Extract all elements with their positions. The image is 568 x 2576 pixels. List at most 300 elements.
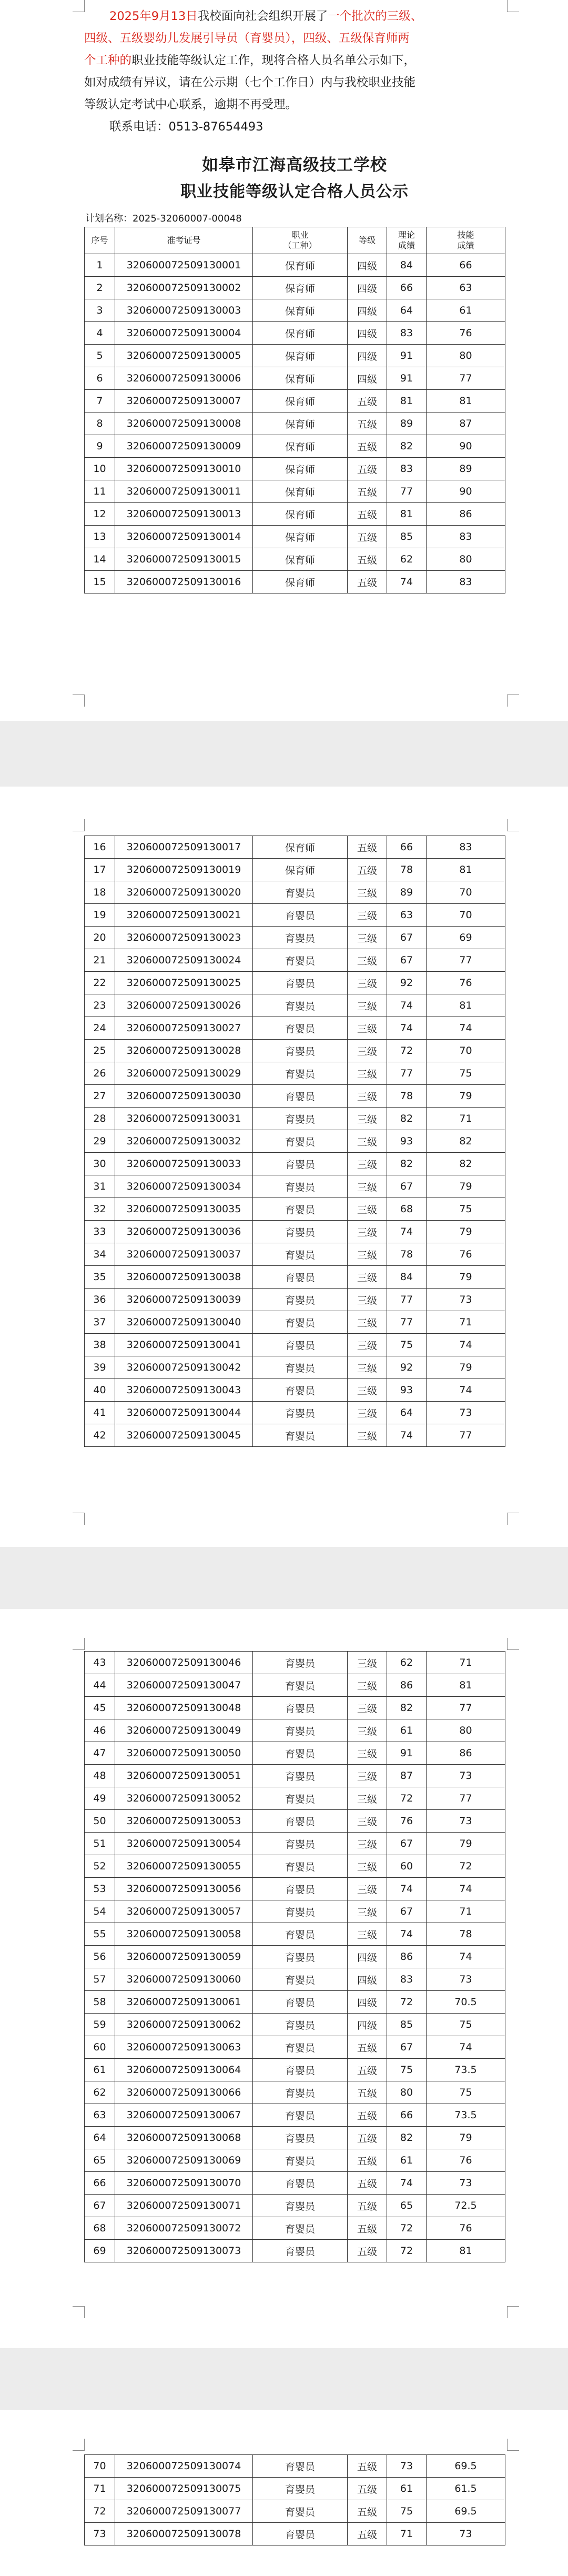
cell-job: 育婴员	[253, 2455, 348, 2478]
cell-seq: 32	[85, 1198, 115, 1221]
table-row	[85, 836, 505, 859]
cell-level: 三级	[348, 1175, 387, 1198]
cell-seq: 44	[85, 1674, 115, 1697]
cell-job: 育婴员	[253, 1742, 348, 1765]
page-3	[0, 1609, 568, 2348]
table-row	[85, 2036, 505, 2059]
table-row	[85, 2059, 505, 2081]
cell-theory-score: 78	[387, 1243, 427, 1266]
cell-exam-no: 320600072509130073	[115, 2240, 253, 2262]
cell-level: 五级	[348, 2455, 387, 2478]
table-row	[85, 1062, 505, 1085]
cell-job: 保育师	[253, 458, 348, 480]
cell-job: 育婴员	[253, 1923, 348, 1946]
cell-level: 三级	[348, 1855, 387, 1878]
cell-job: 育婴员	[253, 1991, 348, 2014]
cell-theory-score: 72	[387, 1787, 427, 1810]
cell-job: 育婴员	[253, 1311, 348, 1334]
cell-theory-score: 85	[387, 2014, 427, 2036]
cell-exam-no: 320600072509130002	[115, 277, 253, 299]
cell-skill-score: 75	[427, 2014, 505, 2036]
table-row	[85, 1923, 505, 1946]
cell-skill-score: 81	[427, 859, 505, 881]
cell-theory-score: 72	[387, 2217, 427, 2240]
table-row	[85, 1991, 505, 2014]
cell-exam-no: 320600072509130054	[115, 1833, 253, 1855]
cell-exam-no: 320600072509130036	[115, 1221, 253, 1243]
cell-theory-score: 78	[387, 859, 427, 881]
crop-mark	[507, 819, 519, 831]
cell-theory-score: 92	[387, 1356, 427, 1379]
cell-seq: 23	[85, 994, 115, 1017]
cell-exam-no: 320600072509130010	[115, 458, 253, 480]
page-4	[0, 2410, 568, 2576]
crop-mark	[507, 2306, 519, 2318]
cell-seq: 30	[85, 1153, 115, 1175]
cell-seq: 37	[85, 1311, 115, 1334]
cell-exam-no: 320600072509130068	[115, 2127, 253, 2149]
cell-exam-no: 320600072509130004	[115, 322, 253, 345]
cell-theory-score: 89	[387, 881, 427, 904]
cell-seq: 11	[85, 480, 115, 503]
contact-phone: 联系电话：0513-87654493	[109, 120, 263, 134]
cell-job: 育婴员	[253, 1289, 348, 1311]
cell-theory-score: 75	[387, 2500, 427, 2523]
cell-level: 五级	[348, 548, 387, 571]
cell-seq: 51	[85, 1833, 115, 1855]
cell-level: 三级	[348, 1221, 387, 1243]
table-row	[85, 1810, 505, 1833]
table-row	[85, 1175, 505, 1198]
cell-seq: 31	[85, 1175, 115, 1198]
table-row	[85, 1697, 505, 1719]
table-row	[85, 1652, 505, 1674]
cell-seq: 63	[85, 2104, 115, 2127]
cell-exam-no: 320600072509130048	[115, 1697, 253, 1719]
cell-theory-score: 66	[387, 277, 427, 299]
cell-job: 育婴员	[253, 1153, 348, 1175]
cell-theory-score: 80	[387, 2081, 427, 2104]
cell-level: 五级	[348, 390, 387, 412]
cell-seq: 59	[85, 2014, 115, 2036]
cell-level: 四级	[348, 1946, 387, 1968]
cell-seq: 45	[85, 1697, 115, 1719]
cell-exam-no: 320600072509130003	[115, 299, 253, 322]
cell-seq: 4	[85, 322, 115, 345]
cell-seq: 21	[85, 949, 115, 972]
cell-skill-score: 81	[427, 994, 505, 1017]
cell-exam-no: 320600072509130034	[115, 1175, 253, 1198]
cell-seq: 73	[85, 2523, 115, 2545]
table-row	[85, 1266, 505, 1289]
cell-theory-score: 89	[387, 412, 427, 435]
crop-mark	[73, 0, 85, 12]
cell-skill-score: 90	[427, 435, 505, 458]
cell-theory-score: 67	[387, 927, 427, 949]
table-row	[85, 994, 505, 1017]
cell-job: 育婴员	[253, 1221, 348, 1243]
cell-theory-score: 67	[387, 2036, 427, 2059]
col-skill: 技能 成绩	[427, 227, 505, 254]
cell-level: 三级	[348, 1379, 387, 1402]
cell-seq: 61	[85, 2059, 115, 2081]
table-row	[85, 2149, 505, 2172]
cell-level: 四级	[348, 345, 387, 367]
cell-level: 五级	[348, 435, 387, 458]
cell-seq: 50	[85, 1810, 115, 1833]
cell-seq: 14	[85, 548, 115, 571]
table-row	[85, 1765, 505, 1787]
cell-skill-score: 76	[427, 1243, 505, 1266]
cell-seq: 28	[85, 1108, 115, 1130]
table-row	[85, 1878, 505, 1900]
table-row	[85, 345, 505, 367]
cell-job: 育婴员	[253, 1334, 348, 1356]
cell-skill-score: 70	[427, 881, 505, 904]
cell-job: 育婴员	[253, 1833, 348, 1855]
cell-exam-no: 320600072509130005	[115, 345, 253, 367]
table-row	[85, 927, 505, 949]
cell-job: 保育师	[253, 390, 348, 412]
cell-skill-score: 69.5	[427, 2455, 505, 2478]
table-row	[85, 1356, 505, 1379]
cell-seq: 27	[85, 1085, 115, 1108]
cell-job: 育婴员	[253, 2478, 348, 2500]
cell-skill-score: 76	[427, 2217, 505, 2240]
cell-level: 五级	[348, 859, 387, 881]
cell-exam-no: 320600072509130021	[115, 904, 253, 927]
cell-level: 五级	[348, 2059, 387, 2081]
cell-job: 育婴员	[253, 1017, 348, 1040]
cell-exam-no: 320600072509130059	[115, 1946, 253, 1968]
cell-exam-no: 320600072509130032	[115, 1130, 253, 1153]
cell-skill-score: 76	[427, 972, 505, 994]
table-row	[85, 1424, 505, 1447]
table-row	[85, 2081, 505, 2104]
cell-seq: 65	[85, 2149, 115, 2172]
cell-seq: 57	[85, 1968, 115, 1991]
table-row	[85, 881, 505, 904]
cell-exam-no: 320600072509130020	[115, 881, 253, 904]
cell-skill-score: 63	[427, 277, 505, 299]
cell-skill-score: 74	[427, 1878, 505, 1900]
cell-skill-score: 77	[427, 1787, 505, 1810]
table-row	[85, 322, 505, 345]
notice-date: 2025年9月13日	[109, 9, 198, 23]
cell-seq: 22	[85, 972, 115, 994]
cell-theory-score: 82	[387, 1697, 427, 1719]
col-theory: 理论 成绩	[387, 227, 427, 254]
cell-level: 四级	[348, 367, 387, 390]
cell-skill-score: 81	[427, 1674, 505, 1697]
table-row	[85, 1085, 505, 1108]
cell-job: 保育师	[253, 277, 348, 299]
table-row	[85, 949, 505, 972]
page-1	[0, 0, 568, 721]
cell-job: 保育师	[253, 859, 348, 881]
table-row	[85, 480, 505, 503]
cell-theory-score: 93	[387, 1130, 427, 1153]
cell-seq: 13	[85, 526, 115, 548]
cell-skill-score: 74	[427, 2036, 505, 2059]
cell-level: 五级	[348, 458, 387, 480]
cell-seq: 5	[85, 345, 115, 367]
cell-theory-score: 61	[387, 2478, 427, 2500]
cell-seq: 17	[85, 859, 115, 881]
cell-skill-score: 71	[427, 1652, 505, 1674]
cell-job: 育婴员	[253, 2036, 348, 2059]
cell-skill-score: 75	[427, 1198, 505, 1221]
cell-exam-no: 320600072509130026	[115, 994, 253, 1017]
cell-level: 三级	[348, 927, 387, 949]
cell-job: 育婴员	[253, 1674, 348, 1697]
cell-job: 育婴员	[253, 1946, 348, 1968]
cell-seq: 41	[85, 1402, 115, 1424]
cell-exam-no: 320600072509130058	[115, 1923, 253, 1946]
cell-seq: 1	[85, 254, 115, 277]
crop-mark	[73, 1638, 85, 1650]
cell-skill-score: 83	[427, 571, 505, 593]
cell-level: 四级	[348, 322, 387, 345]
cell-level: 三级	[348, 1017, 387, 1040]
cell-seq: 49	[85, 1787, 115, 1810]
cell-job: 育婴员	[253, 1356, 348, 1379]
cell-job: 保育师	[253, 571, 348, 593]
cell-exam-no: 320600072509130008	[115, 412, 253, 435]
cell-theory-score: 81	[387, 503, 427, 526]
cell-theory-score: 77	[387, 1289, 427, 1311]
cell-skill-score: 80	[427, 345, 505, 367]
cell-skill-score: 79	[427, 1221, 505, 1243]
cell-exam-no: 320600072509130039	[115, 1289, 253, 1311]
cell-theory-score: 67	[387, 949, 427, 972]
table-row	[85, 277, 505, 299]
cell-job: 育婴员	[253, 881, 348, 904]
cell-seq: 55	[85, 1923, 115, 1946]
cell-skill-score: 71	[427, 1311, 505, 1334]
cell-skill-score: 83	[427, 526, 505, 548]
cell-job: 育婴员	[253, 1968, 348, 1991]
cell-exam-no: 320600072509130037	[115, 1243, 253, 1266]
cell-level: 四级	[348, 2014, 387, 2036]
cell-theory-score: 84	[387, 254, 427, 277]
cell-theory-score: 64	[387, 1402, 427, 1424]
cell-exam-no: 320600072509130042	[115, 1356, 253, 1379]
cell-job: 保育师	[253, 435, 348, 458]
cell-theory-score: 74	[387, 1878, 427, 1900]
table-row	[85, 412, 505, 435]
cell-skill-score: 74	[427, 1017, 505, 1040]
cell-theory-score: 62	[387, 1652, 427, 1674]
cell-seq: 62	[85, 2081, 115, 2104]
crop-mark	[507, 695, 519, 707]
cell-theory-score: 82	[387, 435, 427, 458]
cell-seq: 2	[85, 277, 115, 299]
cell-exam-no: 320600072509130043	[115, 1379, 253, 1402]
cell-job: 育婴员	[253, 1402, 348, 1424]
cell-level: 三级	[348, 1108, 387, 1130]
cell-theory-score: 72	[387, 1991, 427, 2014]
cell-level: 三级	[348, 1652, 387, 1674]
cell-job: 育婴员	[253, 927, 348, 949]
cell-theory-score: 66	[387, 2104, 427, 2127]
cell-seq: 58	[85, 1991, 115, 2014]
crop-mark	[507, 1513, 519, 1525]
cell-level: 五级	[348, 526, 387, 548]
cell-seq: 25	[85, 1040, 115, 1062]
notice-text: 职业技能等级认定工作，现将合格人员名单公示如下，	[131, 54, 416, 67]
cell-theory-score: 75	[387, 2059, 427, 2081]
cell-theory-score: 74	[387, 571, 427, 593]
cell-seq: 64	[85, 2127, 115, 2149]
cell-job: 育婴员	[253, 1652, 348, 1674]
cell-skill-score: 77	[427, 1697, 505, 1719]
cell-theory-score: 72	[387, 2240, 427, 2262]
cell-skill-score: 70	[427, 1040, 505, 1062]
cell-job: 保育师	[253, 322, 348, 345]
cell-seq: 15	[85, 571, 115, 593]
cell-level: 三级	[348, 1810, 387, 1833]
cell-level: 三级	[348, 1198, 387, 1221]
cell-job: 育婴员	[253, 1108, 348, 1130]
cell-theory-score: 83	[387, 458, 427, 480]
cell-exam-no: 320600072509130001	[115, 254, 253, 277]
cell-skill-score: 78	[427, 1923, 505, 1946]
cell-exam-no: 320600072509130071	[115, 2195, 253, 2217]
cell-theory-score: 76	[387, 1810, 427, 1833]
cell-exam-no: 320600072509130011	[115, 480, 253, 503]
cell-job: 育婴员	[253, 1175, 348, 1198]
result-table	[84, 1651, 505, 2262]
cell-exam-no: 320600072509130051	[115, 1765, 253, 1787]
cell-skill-score: 73	[427, 2172, 505, 2195]
cell-skill-score: 87	[427, 412, 505, 435]
cell-level: 五级	[348, 2081, 387, 2104]
cell-exam-no: 320600072509130070	[115, 2172, 253, 2195]
cell-skill-score: 81	[427, 2240, 505, 2262]
cell-skill-score: 71	[427, 1108, 505, 1130]
cell-theory-score: 81	[387, 390, 427, 412]
cell-theory-score: 77	[387, 1062, 427, 1085]
table-row	[85, 904, 505, 927]
cell-skill-score: 73	[427, 1289, 505, 1311]
cell-exam-no: 320600072509130050	[115, 1742, 253, 1765]
table-row	[85, 503, 505, 526]
cell-job: 育婴员	[253, 949, 348, 972]
cell-theory-score: 82	[387, 2127, 427, 2149]
cell-level: 五级	[348, 2240, 387, 2262]
notice-paragraph	[84, 5, 505, 138]
cell-exam-no: 320600072509130019	[115, 859, 253, 881]
cell-seq: 16	[85, 836, 115, 859]
cell-job: 育婴员	[253, 1130, 348, 1153]
cell-job: 育婴员	[253, 1719, 348, 1742]
cell-exam-no: 320600072509130031	[115, 1108, 253, 1130]
cell-skill-score: 73	[427, 2523, 505, 2545]
cell-skill-score: 73	[427, 1765, 505, 1787]
crop-mark	[73, 695, 85, 707]
cell-theory-score: 91	[387, 367, 427, 390]
cell-exam-no: 320600072509130063	[115, 2036, 253, 2059]
cell-seq: 24	[85, 1017, 115, 1040]
table-row	[85, 2127, 505, 2149]
cell-job: 育婴员	[253, 1697, 348, 1719]
table-row	[85, 2195, 505, 2217]
cell-exam-no: 320600072509130074	[115, 2455, 253, 2478]
cell-job: 育婴员	[253, 1787, 348, 1810]
cell-seq: 42	[85, 1424, 115, 1447]
table-row	[85, 1243, 505, 1266]
cell-exam-no: 320600072509130014	[115, 526, 253, 548]
cell-level: 四级	[348, 277, 387, 299]
cell-skill-score: 86	[427, 1742, 505, 1765]
cell-skill-score: 74	[427, 1946, 505, 1968]
cell-skill-score: 69	[427, 927, 505, 949]
cell-level: 五级	[348, 2172, 387, 2195]
cell-theory-score: 68	[387, 1198, 427, 1221]
cell-theory-score: 63	[387, 904, 427, 927]
cell-skill-score: 77	[427, 367, 505, 390]
cell-job: 育婴员	[253, 2240, 348, 2262]
cell-level: 三级	[348, 1674, 387, 1697]
cell-seq: 56	[85, 1946, 115, 1968]
cell-job: 育婴员	[253, 994, 348, 1017]
cell-level: 五级	[348, 571, 387, 593]
cell-level: 五级	[348, 2217, 387, 2240]
cell-seq: 29	[85, 1130, 115, 1153]
cell-job: 育婴员	[253, 1765, 348, 1787]
cell-job: 保育师	[253, 548, 348, 571]
cell-job: 育婴员	[253, 1040, 348, 1062]
cell-exam-no: 320600072509130077	[115, 2500, 253, 2523]
table-row	[85, 1900, 505, 1923]
table-row	[85, 2217, 505, 2240]
cell-theory-score: 61	[387, 1719, 427, 1742]
cell-theory-score: 82	[387, 1153, 427, 1175]
cell-theory-score: 74	[387, 994, 427, 1017]
cell-skill-score: 79	[427, 1833, 505, 1855]
table-row	[85, 1334, 505, 1356]
cell-level: 三级	[348, 949, 387, 972]
table-row	[85, 548, 505, 571]
cell-job: 保育师	[253, 299, 348, 322]
cell-exam-no: 320600072509130069	[115, 2149, 253, 2172]
cell-seq: 19	[85, 904, 115, 927]
cell-seq: 68	[85, 2217, 115, 2240]
notice-highlight: 四级、五级婴幼儿发展引导员（育婴员），四级、五级保育师两	[84, 32, 410, 45]
cell-seq: 12	[85, 503, 115, 526]
crop-mark	[73, 1513, 85, 1525]
cell-job: 保育师	[253, 836, 348, 859]
cell-level: 三级	[348, 1356, 387, 1379]
cell-seq: 38	[85, 1334, 115, 1356]
cell-job: 育婴员	[253, 972, 348, 994]
cell-theory-score: 93	[387, 1379, 427, 1402]
cell-theory-score: 83	[387, 322, 427, 345]
cell-theory-score: 67	[387, 1900, 427, 1923]
cell-level: 三级	[348, 1085, 387, 1108]
cell-exam-no: 320600072509130056	[115, 1878, 253, 1900]
cell-level: 五级	[348, 503, 387, 526]
plan-number: 计划名称：2025-32060007-00048	[85, 213, 242, 224]
cell-job: 育婴员	[253, 2500, 348, 2523]
cell-level: 三级	[348, 1697, 387, 1719]
cell-job: 育婴员	[253, 1900, 348, 1923]
table-row	[85, 859, 505, 881]
table-row	[85, 1787, 505, 1810]
cell-level: 三级	[348, 1040, 387, 1062]
cell-exam-no: 320600072509130055	[115, 1855, 253, 1878]
